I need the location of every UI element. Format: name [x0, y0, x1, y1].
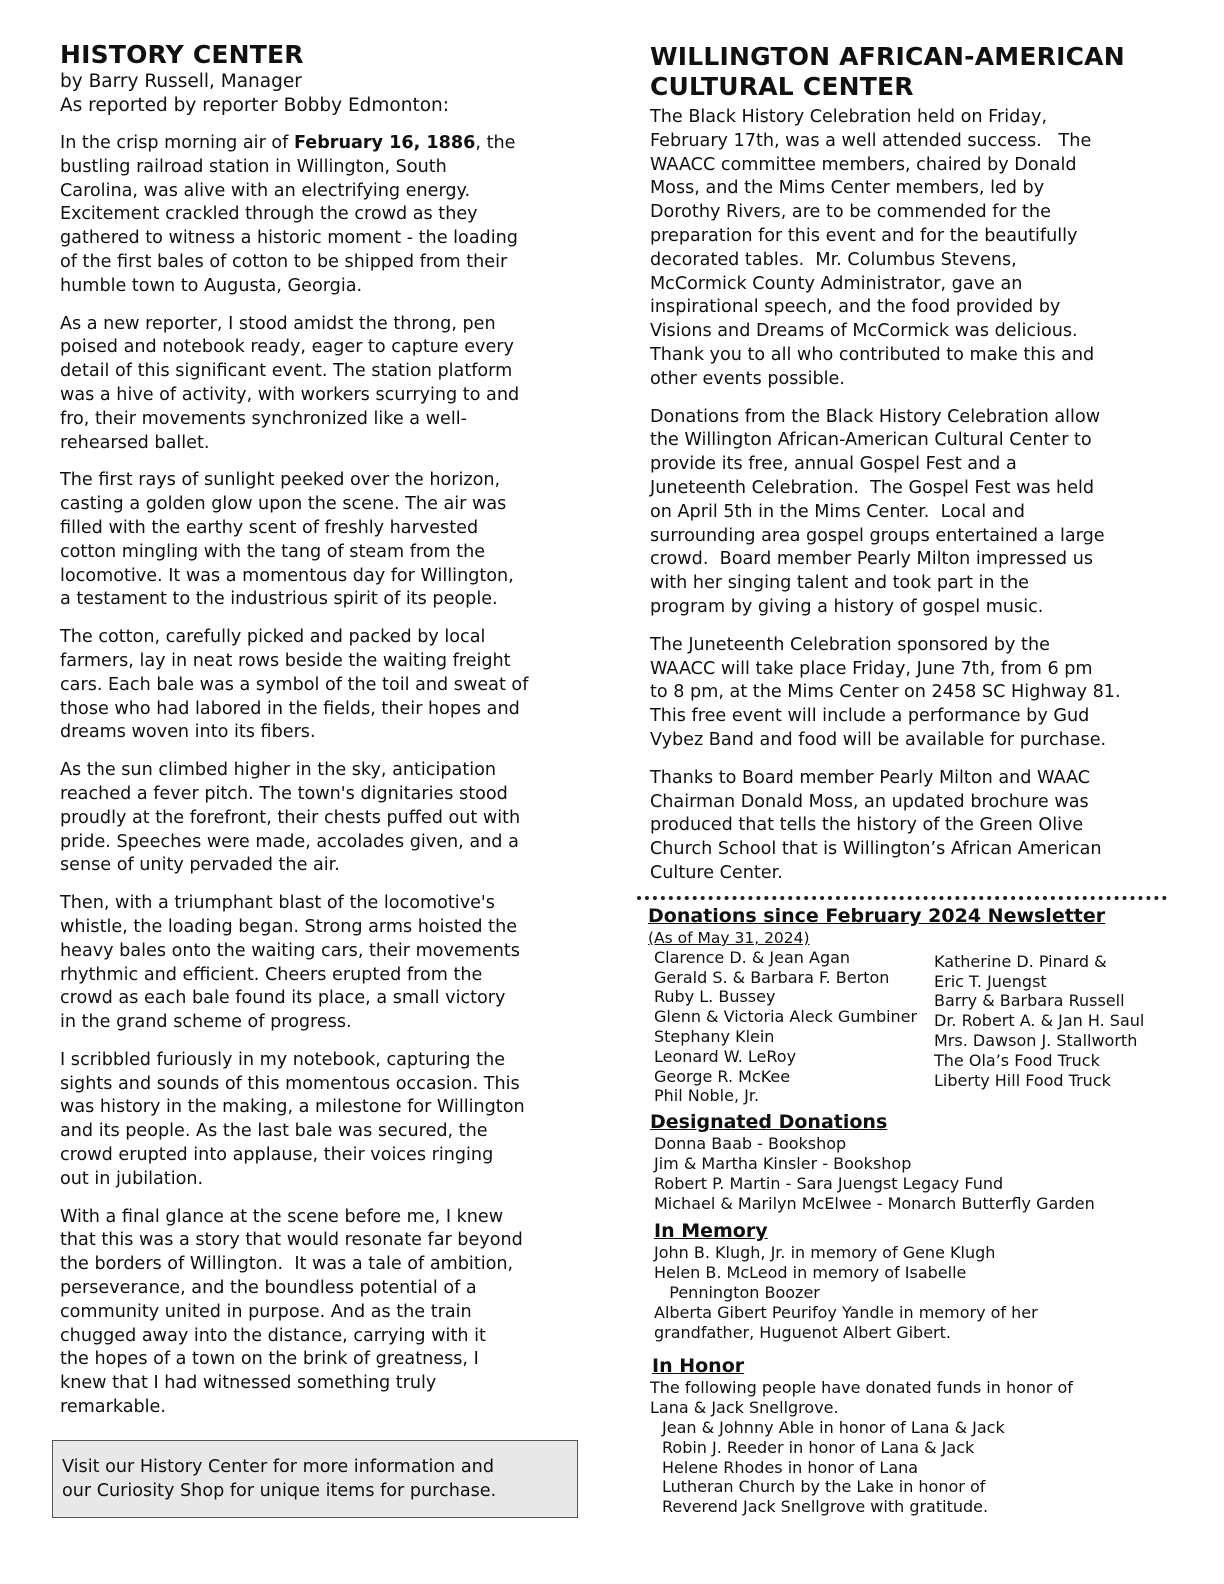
- text-line: a testament to the industrious spirit of its people.: [60, 589, 498, 610]
- text-line: Carolina, was alive with an electrifying energy.: [60, 180, 471, 201]
- text-line: filled with the earthy scent of freshly harvested: [60, 517, 479, 538]
- donor-name: Leonard W. LeRoy: [654, 1046, 797, 1066]
- text-line: crowd as each bale found its place, a small victory: [60, 988, 506, 1009]
- text-line: Church School that is Willington’s African American: [650, 839, 1102, 860]
- designated-donation: Donna Baab - Bookshop: [654, 1134, 847, 1154]
- text-line: Dorothy Rivers, are to be commended for the: [650, 202, 1051, 223]
- donor-name: Katherine D. Pinard &: [934, 951, 1107, 971]
- donor-name: Ruby L. Bussey: [654, 987, 776, 1007]
- text-line: whistle, the loading began. Strong arms hoisted the: [60, 916, 518, 937]
- text-line: The cotton, carefully picked and packed by local: [60, 627, 486, 648]
- text-line: program by giving a history of gospel music.: [650, 596, 1044, 617]
- paragraph: [650, 106, 1180, 392]
- text-line: The first rays of sunlight peeked over the horizon,: [60, 470, 501, 491]
- donor-name: Phil Noble, Jr.: [654, 1086, 760, 1106]
- memory-entry: grandfather, Huguenot Albert Gibert.: [654, 1322, 951, 1342]
- text-line: out in jubilation.: [60, 1168, 204, 1189]
- donor-name: Liberty Hill Food Truck: [934, 1070, 1111, 1090]
- text-line: in the grand scheme of progress.: [60, 1012, 352, 1033]
- paragraph: [60, 132, 590, 299]
- paragraph: [650, 406, 1180, 620]
- text-line: sense of unity pervaded the air.: [60, 855, 340, 876]
- text-line: gathered to witness a historic moment - the loading: [60, 228, 518, 249]
- text-line: that this was a story that would resonate far beyond: [60, 1230, 523, 1251]
- byline: by Barry Russell, Manager: [60, 71, 302, 92]
- honor-entry: Jean & Johnny Able in honor of Lana & Jack: [662, 1417, 1005, 1437]
- text-line: humble town to Augusta, Georgia.: [60, 275, 363, 296]
- paragraph: [60, 1206, 590, 1420]
- donor-name: Dr. Robert A. & Jan H. Saul: [934, 1011, 1145, 1031]
- donor-name: George R. McKee: [654, 1066, 791, 1086]
- honor-intro-line: Lana & Jack Snellgrove.: [650, 1398, 839, 1418]
- honor-intro: [648, 1378, 1188, 1418]
- donor-name: Barry & Barbara Russell: [934, 991, 1125, 1011]
- text-line: WAACC committee members, chaired by Donald: [650, 154, 1077, 175]
- waacc-body: [650, 106, 1180, 886]
- text-line: to 8 pm, at the Mims Center on 2458 SC Highway 81.: [650, 682, 1121, 703]
- text-line: Then, with a triumphant blast of the locomotive's: [60, 893, 495, 914]
- text-line: Excitement crackled through the crowd as they: [60, 204, 478, 225]
- paragraph: [60, 1049, 590, 1192]
- text-line: sights and sounds of this momentous occasion. This: [60, 1073, 520, 1094]
- history-center-callout: [52, 1440, 578, 1518]
- text-line: casting a golden glow upon the scene. The air was: [60, 494, 507, 515]
- paragraph: [60, 759, 590, 878]
- text-line: was history in the making, a milestone for Willington: [60, 1097, 525, 1118]
- memory-entry: Helen B. McLeod in memory of Isabelle: [654, 1263, 967, 1283]
- text-line: This free event will include a performance by Gud: [650, 706, 1090, 727]
- designated-donation: Michael & Marilyn McElwee - Monarch Butterfly Garden: [654, 1193, 1095, 1213]
- designated-donation: Robert P. Martin - Sara Juengst Legacy Fund: [654, 1173, 1004, 1193]
- memory-entry: John B. Klugh, Jr. in memory of Gene Klugh: [654, 1243, 996, 1263]
- honor-entry: Robin J. Reeder in honor of Lana & Jack: [662, 1437, 975, 1457]
- text-line: crowd. Board member Pearly Milton impressed us: [650, 549, 1094, 570]
- callout-line: Visit our History Center for more information and: [62, 1457, 495, 1477]
- donor-name: Mrs. Dawson J. Stallworth: [934, 1030, 1138, 1050]
- as-of-date: (As of May 31, 2024): [648, 929, 810, 947]
- text-line: Vybez Band and food will be available for purchase.: [650, 729, 1107, 750]
- history-center-column: [60, 40, 590, 1420]
- text-line: February 17th, was a well attended success. The: [650, 130, 1092, 151]
- bold-date: February 16, 1886: [293, 133, 476, 153]
- text-line: Juneteenth Celebration. The Gospel Fest was held: [650, 477, 1095, 498]
- donor-list: [648, 948, 1188, 1106]
- donor-column-2: [934, 948, 1144, 1106]
- memory-list: [648, 1243, 1188, 1342]
- text-line: farmers, lay in neat rows beside the waiting freight: [60, 650, 511, 671]
- text-line: McCormick County Administrator, gave an: [650, 273, 1023, 294]
- donor-name: Eric T. Juengst: [934, 971, 1047, 991]
- honor-intro-line: The following people have donated funds in honor of: [650, 1378, 1073, 1398]
- text-line: The Black History Celebration held on Friday,: [650, 107, 1048, 127]
- text-line: As a new reporter, I stood amidst the throng, pen: [60, 313, 496, 334]
- title-line: CULTURAL CENTER: [650, 72, 914, 101]
- honor-entry: Lutheran Church by the Lake in honor of: [662, 1477, 986, 1497]
- paragraph: [650, 634, 1180, 753]
- text-line: dreams woven into its fibers.: [60, 722, 316, 743]
- honor-entry: Reverend Jack Snellgrove with gratitude.: [662, 1497, 989, 1517]
- text-line: and its people. As the last bale was secured, the: [60, 1121, 488, 1142]
- text-line: was a hive of activity, with workers scurrying to and: [60, 384, 520, 405]
- donor-name: Clarence D. & Jean Agan: [654, 947, 851, 967]
- memory-title: In Memory: [654, 1220, 768, 1243]
- text-line: reached a fever pitch. The town's dignitaries stood: [60, 783, 508, 804]
- paragraph: [60, 626, 590, 745]
- text-line: pride. Speeches were made, accolades given, and a: [60, 831, 519, 852]
- text-line: inspirational speech, and the food provided by: [650, 297, 1061, 318]
- text-line: remarkable.: [60, 1397, 166, 1418]
- memory-entry: Alberta Gibert Peurifoy Yandle in memory of her: [654, 1302, 1038, 1322]
- text-line: locomotive. It was a momentous day for Willington,: [60, 565, 514, 586]
- text-line: the borders of Willington. It was a tale of ambition,: [60, 1254, 514, 1275]
- honor-entry: Helene Rhodes in honor of Lana: [662, 1457, 919, 1477]
- text-line: rehearsed ballet.: [60, 432, 210, 453]
- text-line: The Juneteenth Celebration sponsored by the: [650, 634, 1050, 655]
- history-center-title: HISTORY CENTER: [60, 40, 304, 69]
- text-line: chugged away into the distance, carrying with it: [60, 1325, 486, 1346]
- text-line: provide its free, annual Gospel Fest and a: [650, 454, 1017, 475]
- text-line: Thanks to Board member Pearly Milton and WAAC: [650, 767, 1090, 788]
- honor-list: [648, 1418, 1188, 1517]
- text-line: of the first bales of cotton to be shipped from their: [60, 251, 508, 272]
- text-line: [60, 132, 590, 156]
- text-line: I scribbled furiously in my notebook, capturing the: [60, 1049, 506, 1070]
- donor-name: Glenn & Victoria Aleck Gumbiner: [654, 1007, 918, 1027]
- paragraph: [60, 469, 590, 612]
- honor-title: In Honor: [652, 1355, 745, 1378]
- text-line: on April 5th in the Mims Center. Local and: [650, 501, 1025, 522]
- text: , the: [475, 133, 516, 153]
- text-line: Culture Center.: [650, 862, 783, 883]
- donor-name: Gerald S. & Barbara F. Berton: [654, 967, 890, 987]
- text-line: Moss, and the Mims Center members, led by: [650, 178, 1045, 199]
- donor-name: The Ola’s Food Truck: [934, 1050, 1100, 1070]
- dotted-divider: [637, 896, 1167, 900]
- text-line: fro, their movements synchronized like a well-: [60, 408, 467, 429]
- designated-list: [648, 1134, 1188, 1213]
- text-line: decorated tables. Mr. Columbus Stevens,: [650, 249, 1017, 270]
- title-line: WILLINGTON AFRICAN-AMERICAN: [650, 42, 1125, 71]
- text-line: the hopes of a town on the brink of greatness, I: [60, 1349, 479, 1370]
- paragraph: [650, 767, 1180, 886]
- text-line: cars. Each bale was a symbol of the toil and sweat of: [60, 674, 529, 695]
- text-line: Visions and Dreams of McCormick was delicious.: [650, 321, 1078, 342]
- text-line: Thank you to all who contributed to make this and: [650, 344, 1095, 365]
- paragraph: [60, 892, 590, 1035]
- text-line: perseverance, and the boundless potential of a: [60, 1278, 477, 1299]
- text-line: other events possible.: [650, 368, 845, 389]
- text-line: produced that tells the history of the Green Olive: [650, 815, 1084, 836]
- article-body: [60, 132, 590, 1420]
- memory-entry: Pennington Boozer: [654, 1282, 820, 1302]
- text-line: preparation for this event and for the beautifully: [650, 225, 1078, 246]
- paragraph: [60, 313, 590, 456]
- text-line: surrounding area gospel groups entertained a large: [650, 525, 1105, 546]
- donor-column-1: [648, 948, 934, 1106]
- text-line: heavy bales onto the waiting cars, their movements: [60, 940, 520, 961]
- text-line: Donations from the Black History Celebration allow: [650, 406, 1101, 427]
- text-line: bustling railroad station in Willington, South: [60, 156, 447, 177]
- text-line: Chairman Donald Moss, an updated brochure was: [650, 791, 1089, 812]
- text-line: knew that I had witnessed something truly: [60, 1373, 437, 1394]
- text-line: with her singing talent and took part in the: [650, 573, 1030, 594]
- text: In the crisp morning air of: [60, 133, 294, 153]
- text-line: proudly at the forefront, their chests puffed out with: [60, 807, 521, 828]
- text-line: detail of this significant event. The station platform: [60, 361, 513, 382]
- text-line: crowd erupted into applause, their voices ringing: [60, 1145, 494, 1166]
- text-line: community united in purpose. And as the train: [60, 1301, 472, 1322]
- donations-title: Donations since February 2024 Newsletter: [648, 905, 1106, 927]
- callout-line: our Curiosity Shop for unique items for purchase.: [62, 1481, 497, 1501]
- text-line: those who had labored in the fields, their hopes and: [60, 698, 520, 719]
- designated-title: Designated Donations: [650, 1111, 888, 1134]
- reporter-line: As reported by reporter Bobby Edmonton:: [60, 95, 449, 116]
- text-line: poised and notebook ready, eager to capture every: [60, 337, 514, 358]
- waacc-title: [650, 42, 1180, 102]
- text-line: As the sun climbed higher in the sky, anticipation: [60, 760, 497, 781]
- donor-name: Stephany Klein: [654, 1026, 775, 1046]
- text-line: WAACC will take place Friday, June 7th, from 6 pm: [650, 658, 1093, 679]
- waacc-column: [650, 42, 1180, 886]
- designated-donation: Jim & Martha Kinsler - Bookshop: [654, 1153, 912, 1173]
- donations-section: [648, 904, 1188, 1517]
- text-line: rhythmic and efficient. Cheers erupted from the: [60, 964, 483, 985]
- text-line: cotton mingling with the tang of steam from the: [60, 541, 486, 562]
- text-line: the Willington African-American Cultural Center to: [650, 430, 1092, 451]
- text-line: With a final glance at the scene before me, I knew: [60, 1206, 504, 1227]
